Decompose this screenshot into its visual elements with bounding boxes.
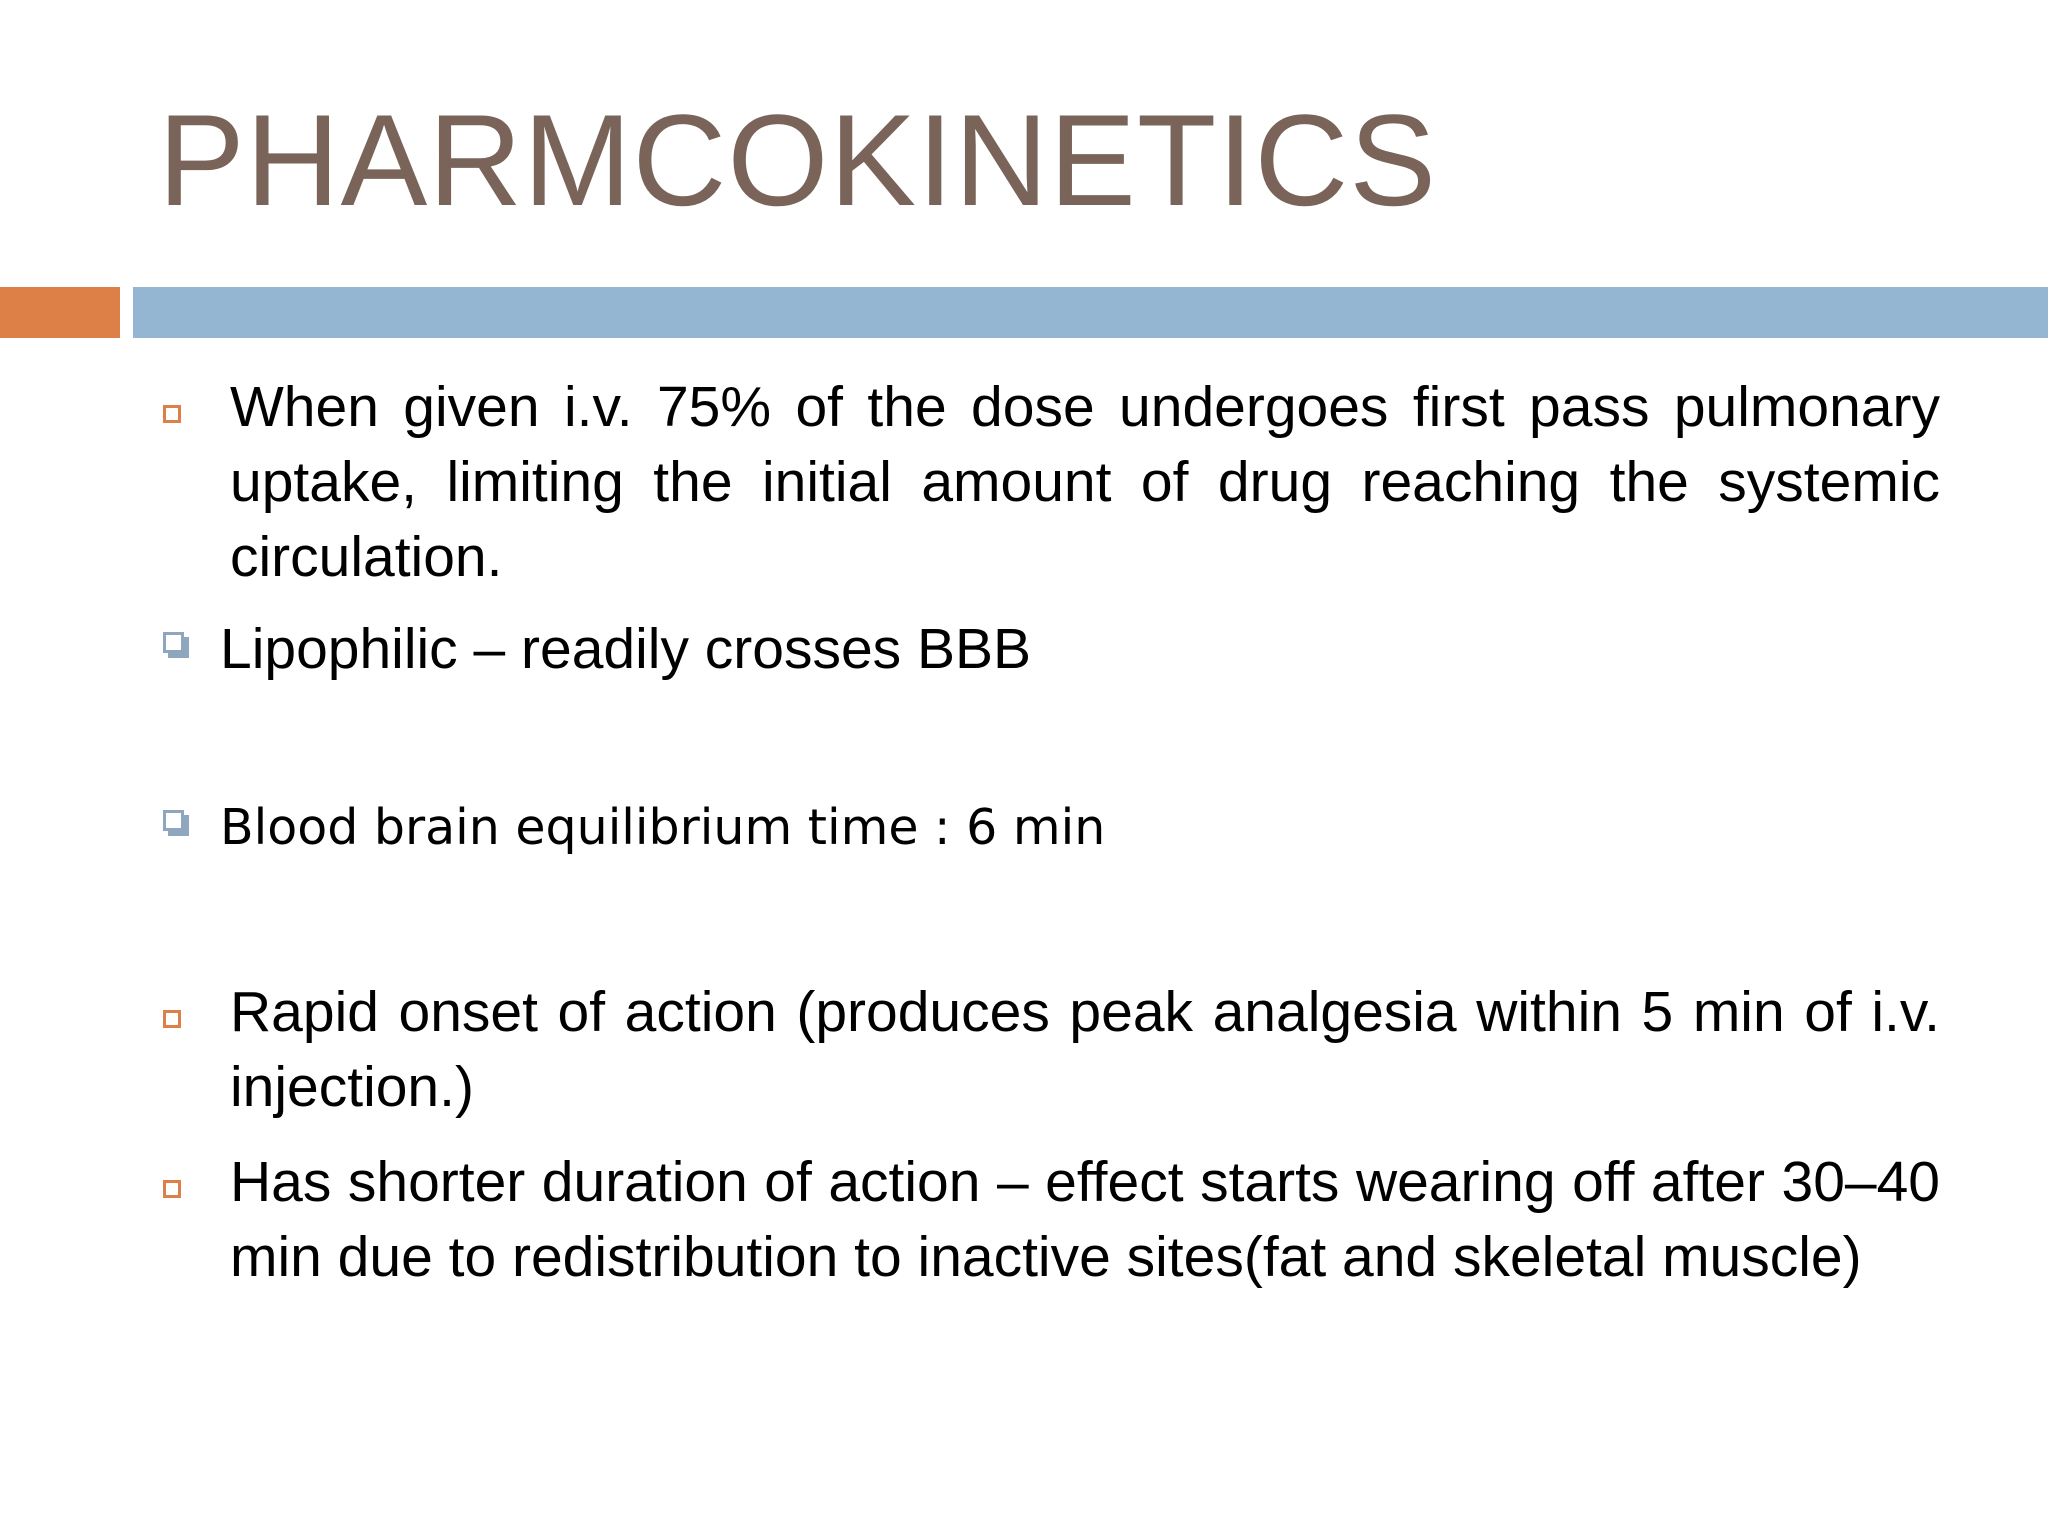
bullet-item-equilibrium-time: [0, 790, 2048, 870]
bullet-text: Rapid onset of action (produces peak analgesia within 5 min of i.v. injection.): [230, 980, 1940, 1119]
bullet-text: Lipophilic – readily crosses BBB: [220, 617, 1032, 681]
bullet-item-lipophilic: [0, 612, 2048, 692]
bullet-text: Has shorter duration of action – effect starts wearing off after 30–40 min due to redistribution to inactive sites(fat and skeletal muscle): [230, 1150, 1940, 1289]
hollow-square-bullet-icon: [163, 1010, 181, 1028]
bullet-item-rapid-onset: [0, 975, 2048, 1135]
bullet-item-short-duration: [0, 1145, 2048, 1375]
hollow-square-bullet-icon: [163, 1180, 181, 1198]
bullet-item-first-pass-uptake: [0, 370, 2048, 590]
bullet-text: When given i.v. 75% of the dose undergoes first pass pulmonary uptake, limiting the initial amount of drug reaching the systemic circulation.: [230, 375, 1940, 589]
shadowed-square-bullet-icon: [163, 810, 189, 836]
shadowed-square-bullet-icon: [163, 632, 189, 658]
title-accent-bar-orange: [0, 287, 120, 338]
bullet-text: Blood brain equilibrium time : 6 min: [220, 799, 1106, 856]
hollow-square-bullet-icon: [163, 405, 181, 423]
title-accent-bar-blue: [133, 287, 2048, 338]
slide-title: PHARMCOKINETICS: [158, 87, 1438, 233]
